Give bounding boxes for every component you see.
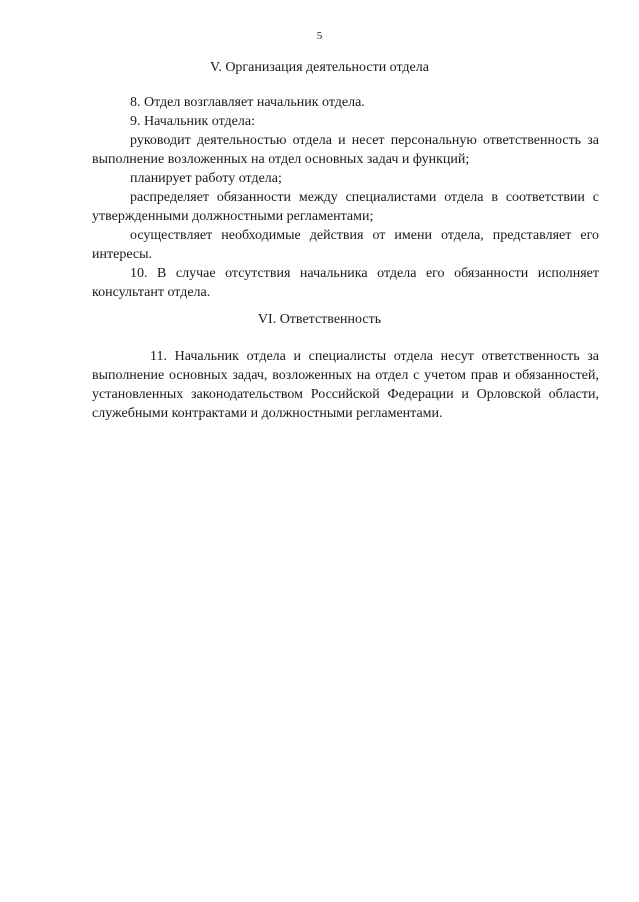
- paragraph-duty-manage: руководит деятельностью отдела и несет персональную ответственность за выполнение возложенных на отдел основных задач и функций;: [92, 133, 599, 167]
- paragraph-8: 8. Отдел возглавляет начальник отдела.: [130, 95, 365, 110]
- paragraph-9: 9. Начальник отдела:: [130, 114, 255, 129]
- paragraph-duty-plan: планирует работу отдела;: [130, 171, 282, 186]
- paragraph-10: 10. В случае отсутствия начальника отдела его обязанности исполняет консультант отдела.: [92, 266, 599, 300]
- page-number: 5: [316, 30, 323, 42]
- paragraph-duty-act: осуществляет необходимые действия от имени отдела, представляет его интересы.: [92, 228, 599, 262]
- section-title-organization: V. Организация деятельности отдела: [210, 60, 429, 75]
- paragraph-11: 11. Начальник отдела и специалисты отдела несут ответственность за выполнение основных задач, возложенных на отдел с учетом прав и обязанностей, установленных законодательством Российской Федерации и Орловской области, служебными контрактами и должностными регламентами.: [92, 349, 599, 421]
- paragraph-duty-distribute: распределяет обязанности между специалистами отдела в соответствии с утвержденными должностными регламентами;: [92, 190, 599, 224]
- section-title-responsibility: VI. Ответственность: [257, 312, 382, 327]
